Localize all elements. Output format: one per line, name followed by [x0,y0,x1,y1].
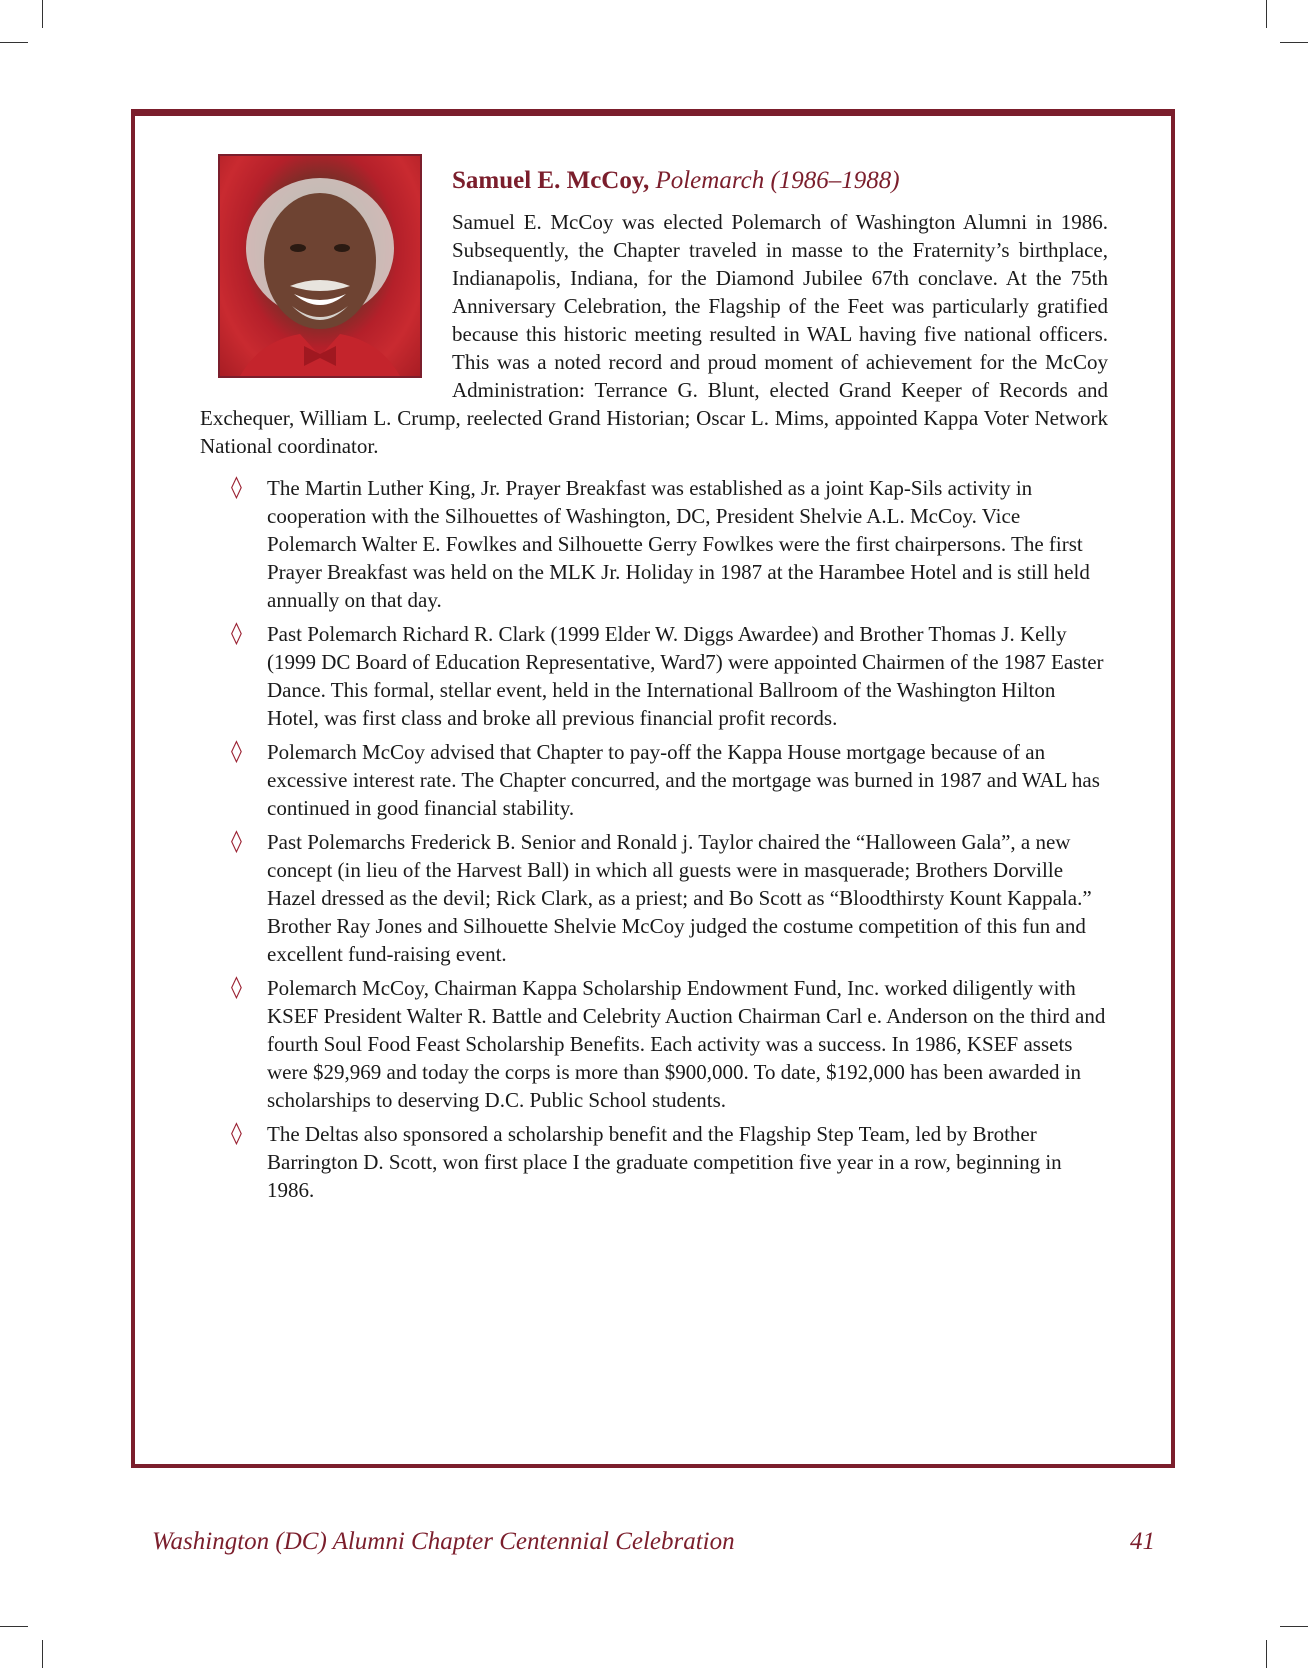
profile-lead-paragraph: Samuel E. McCoy was elected Polemarch of Washington Alumni in 1986. Subsequently, the Chapter traveled in masse to the Fraternity’s birthplace, Indianapolis, Indiana, for the Diamond Jubilee 67th conclave. At the 75th Anniversary Celebration, the Flagship of the Feet was particularly gratified because this historic meeting resulted in WAL having five national officers. This was a noted record and proud moment of achievement for the McCoy Administration: Terrance G. Blunt, elected Grand Keeper of Records and Exchequer, William L. Crump, reelected Grand Historian; Oscar L. Mims, appointed Kappa Voter Network National coordinator. [200,210,1108,458]
crop-mark [1280,42,1308,43]
portrait-photo [218,154,422,378]
crop-mark [0,42,28,43]
achievements-list [200,474,1108,1204]
crop-mark [1280,1626,1308,1627]
diamond-bullet-icon: ◊ [231,475,242,500]
list-item-text: The Deltas also sponsored a scholarship benefit and the Flagship Step Team, led by Brother Barrington D. Scott, won first place I the graduate competition five year in a row, beginning in 1986. [267,1122,1062,1202]
diamond-bullet-icon: ◊ [231,739,242,764]
profile-name: Samuel E. McCoy, [452,167,650,194]
list-item [200,620,1108,732]
list-item [200,974,1108,1114]
list-item-text: Polemarch McCoy advised that Chapter to pay-off the Kappa House mortgage because of an excessive interest rate. The Chapter concurred, and the mortgage was burned in 1987 and WAL has continued in good financial stability. [267,740,1100,820]
list-item [200,474,1108,614]
list-item-text: The Martin Luther King, Jr. Prayer Breakfast was established as a joint Kap-Sils activity in cooperation with the Silhouettes of Washington, DC, President Shelvie A.L. McCoy. Vice Polemarch Walter E. Fowlkes and Silhouette Gerry Fowlkes were the first chairpersons. The first Prayer Breakfast was held on the MLK Jr. Holiday in 1987 at the Harambee Hotel and is still held annually on that day. [267,476,1090,612]
footer-title: Washington (DC) Alumni Chapter Centennial Celebration [152,1528,735,1555]
list-item [200,738,1108,822]
diamond-bullet-icon: ◊ [231,975,242,1000]
crop-mark [42,1640,43,1668]
page-number: 41 [1130,1528,1155,1555]
crop-mark [1266,0,1267,28]
crop-mark [1266,1640,1267,1668]
list-item [200,1120,1108,1204]
list-item [200,828,1108,968]
page-content [200,154,1108,1210]
diamond-bullet-icon: ◊ [231,829,242,854]
list-item-text: Past Polemarchs Frederick B. Senior and Ronald j. Taylor chaired the “Halloween Gala”, a new concept (in lieu of the Harvest Ball) in which all guests were in masquerade; Brothers Dorville Hazel dressed as the devil; Rick Clark, as a priest; and Bo Scott as “Bloodthirsty Kount Kappala.” Brother Ray Jones and Silhouette Shelvie McCoy judged the costume competition of this fun and excellent fund-raising event. [267,830,1092,966]
portrait-illustration [220,156,420,376]
diamond-bullet-icon: ◊ [231,621,242,646]
crop-mark [42,0,43,28]
crop-mark [0,1626,28,1627]
profile-role: Polemarch (1986–1988) [655,167,900,194]
list-item-text: Polemarch McCoy, Chairman Kappa Scholarship Endowment Fund, Inc. worked diligently with KSEF President Walter R. Battle and Celebrity Auction Chairman Carl e. Anderson on the third and fourth Soul Food Feast Scholarship Benefits. Each activity was a success. In 1986, KSEF assets were $29,969 and today the corps is more than $900,000. To date, $192,000 has been awarded in scholarships to deserving D.C. Public School students. [267,976,1106,1112]
diamond-bullet-icon: ◊ [231,1121,242,1146]
list-item-text: Past Polemarch Richard R. Clark (1999 Elder W. Diggs Awardee) and Brother Thomas J. Kelly (1999 DC Board of Education Representative, Ward7) were appointed Chairmen of the 1987 Easter Dance. This formal, stellar event, held in the International Ballroom of the Washington Hilton Hotel, was first class and broke all previous financial profit records. [267,622,1104,730]
